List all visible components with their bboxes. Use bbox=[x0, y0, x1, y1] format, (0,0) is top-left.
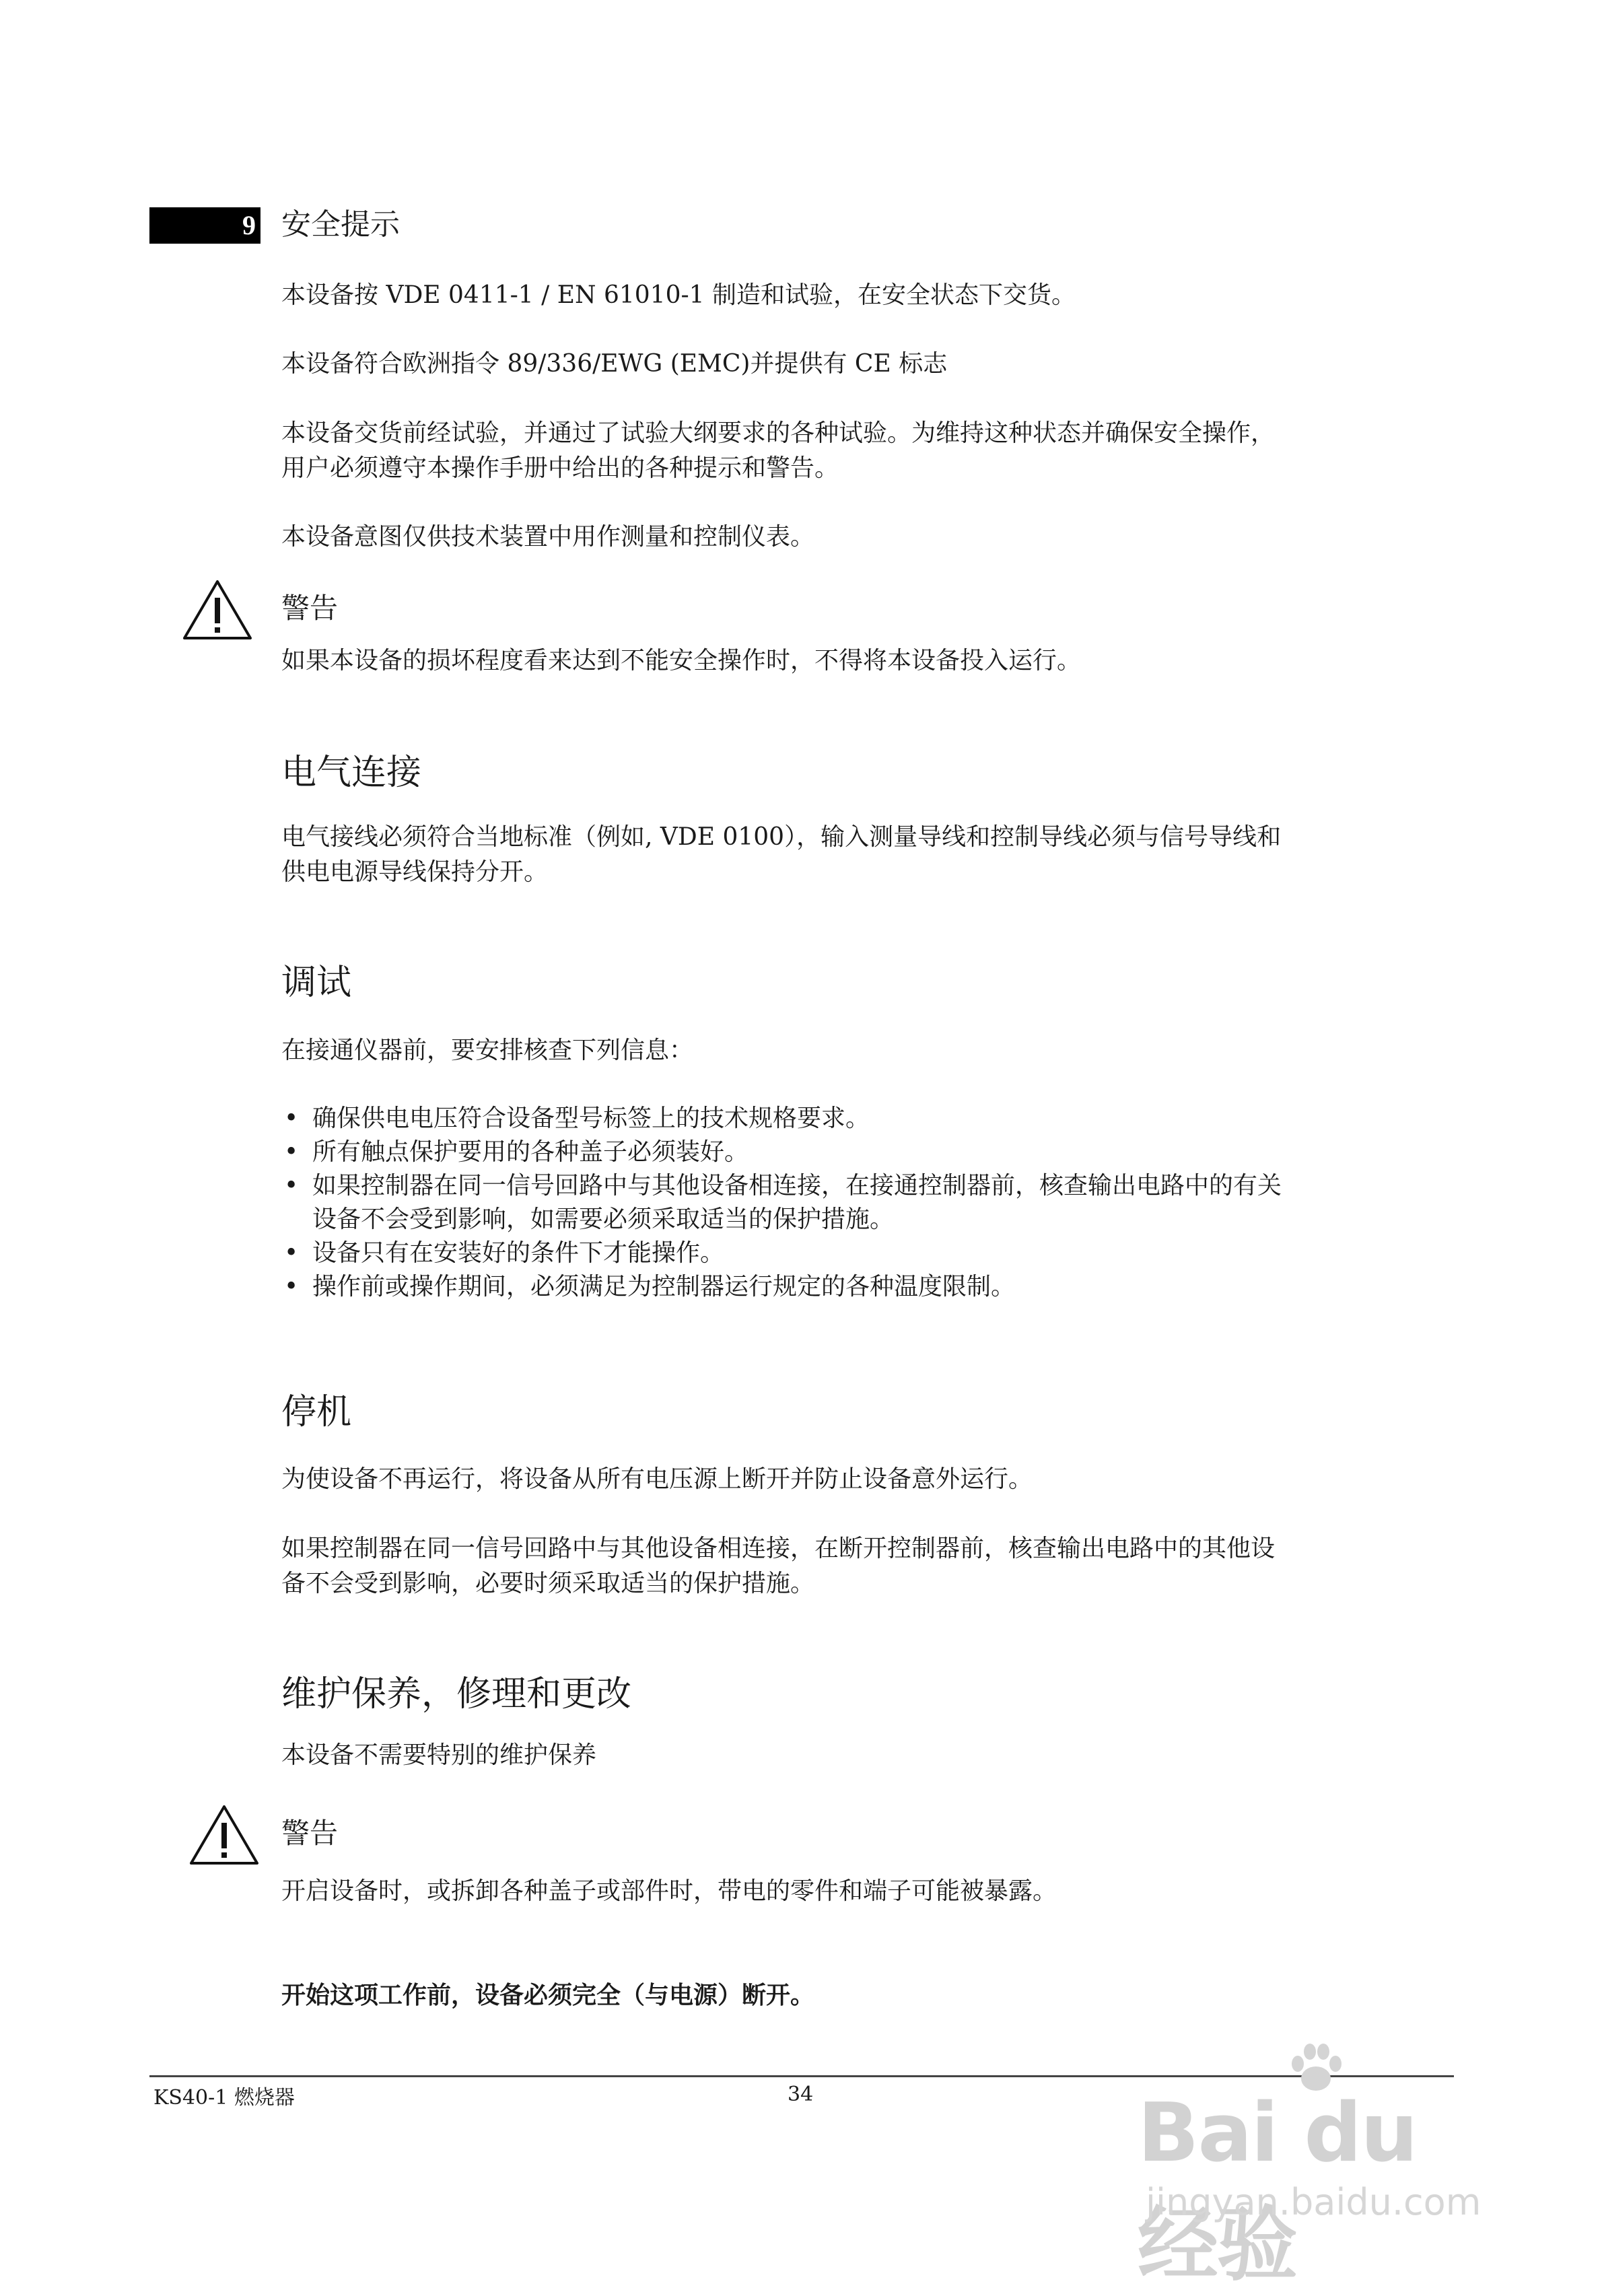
list-item: • 操作前或操作期间，必须满足为控制器运行规定的各种温度限制。 bbox=[284, 1270, 1469, 1304]
page-number: 34 bbox=[788, 2083, 814, 2106]
warning-label: 警告 bbox=[281, 592, 339, 625]
warning-label: 警告 bbox=[281, 1817, 339, 1850]
section-heading-commissioning: 调试 bbox=[281, 963, 352, 1003]
list-item: • 所有触点保护要用的各种盖子必须装好。 bbox=[284, 1136, 1469, 1169]
chapter-number: 9 bbox=[242, 210, 256, 240]
warning-text: 开启设备时，或拆卸各种盖子或部件时，带电的零件和端子可能被暴露。 bbox=[281, 1877, 1057, 1905]
list-item: • 设备只有在安装好的条件下才能操作。 bbox=[284, 1237, 1469, 1270]
shutdown-paragraph-1: 为使设备不再运行，将设备从所有电压源上断开并防止设备意外运行。 bbox=[281, 1465, 1033, 1493]
electrical-text-line-2: 供电电源导线保持分开。 bbox=[281, 858, 549, 886]
commissioning-intro: 在接通仪器前，要安排核查下列信息： bbox=[281, 1037, 694, 1064]
intro-paragraph-1: 本设备按 VDE 0411-1 / EN 61010-1 制造和试验，在安全状态下交货。 bbox=[281, 281, 1076, 309]
electrical-text-line-1: 电气接线必须符合当地标准（例如, VDE 0100），输入测量导线和控制导线必须与信号导线和 bbox=[281, 823, 1282, 851]
footer-document-title: KS40-1 燃烧器 bbox=[153, 2086, 295, 2110]
section-heading-electrical: 电气连接 bbox=[281, 753, 422, 793]
intro-paragraph-3-line-2: 用户必须遵守本操作手册中给出的各种提示和警告。 bbox=[281, 454, 839, 482]
warning-triangle-icon bbox=[180, 578, 254, 642]
intro-paragraph-4: 本设备意图仅供技术装置中用作测量和控制仪表。 bbox=[281, 523, 815, 551]
chapter-title: 安全提示 bbox=[281, 207, 400, 242]
commissioning-checklist bbox=[284, 1102, 1469, 1304]
shutdown-paragraph-2-line-2: 备不会受到影响，必要时须采取适当的保护措施。 bbox=[281, 1570, 815, 1597]
section-heading-maintenance: 维护保养，修理和更改 bbox=[281, 1674, 632, 1714]
warning-triangle-icon bbox=[187, 1803, 261, 1867]
warning-text: 如果本设备的损坏程度看来达到不能安全操作时，不得将本设备投入运行。 bbox=[281, 647, 1082, 674]
list-item: • 如果控制器在同一信号回路中与其他设备相连接，在接通控制器前，核查输出电路中的有关 设备不会受到影响，如需要必须采取适当的保护措施。 bbox=[284, 1169, 1469, 1237]
intro-paragraph-3-line-1: 本设备交货前经试验，并通过了试验大纲要求的各种试验。为维持这种状态并确保安全操作， bbox=[281, 419, 1276, 447]
list-item: • 确保供电电压符合设备型号标签上的技术规格要求。 bbox=[284, 1102, 1469, 1136]
watermark-url: jingyan.baidu.com bbox=[1146, 2181, 1482, 2223]
section-heading-shutdown: 停机 bbox=[281, 1392, 352, 1432]
watermark-brand: Bai du 经验 bbox=[1138, 2087, 1417, 2292]
maintenance-text: 本设备不需要特别的维护保养 bbox=[281, 1741, 597, 1769]
watermark bbox=[1117, 2040, 1521, 2292]
intro-paragraph-2: 本设备符合欧洲指令 89/336/EWG (EMC)并提供有 CE 标志 bbox=[281, 350, 948, 378]
warning-bold-note: 开始这项工作前，设备必须完全（与电源）断开。 bbox=[281, 1981, 815, 2009]
shutdown-paragraph-2-line-1: 如果控制器在同一信号回路中与其他设备相连接，在断开控制器前，核查输出电路中的其他设 bbox=[281, 1535, 1276, 1562]
